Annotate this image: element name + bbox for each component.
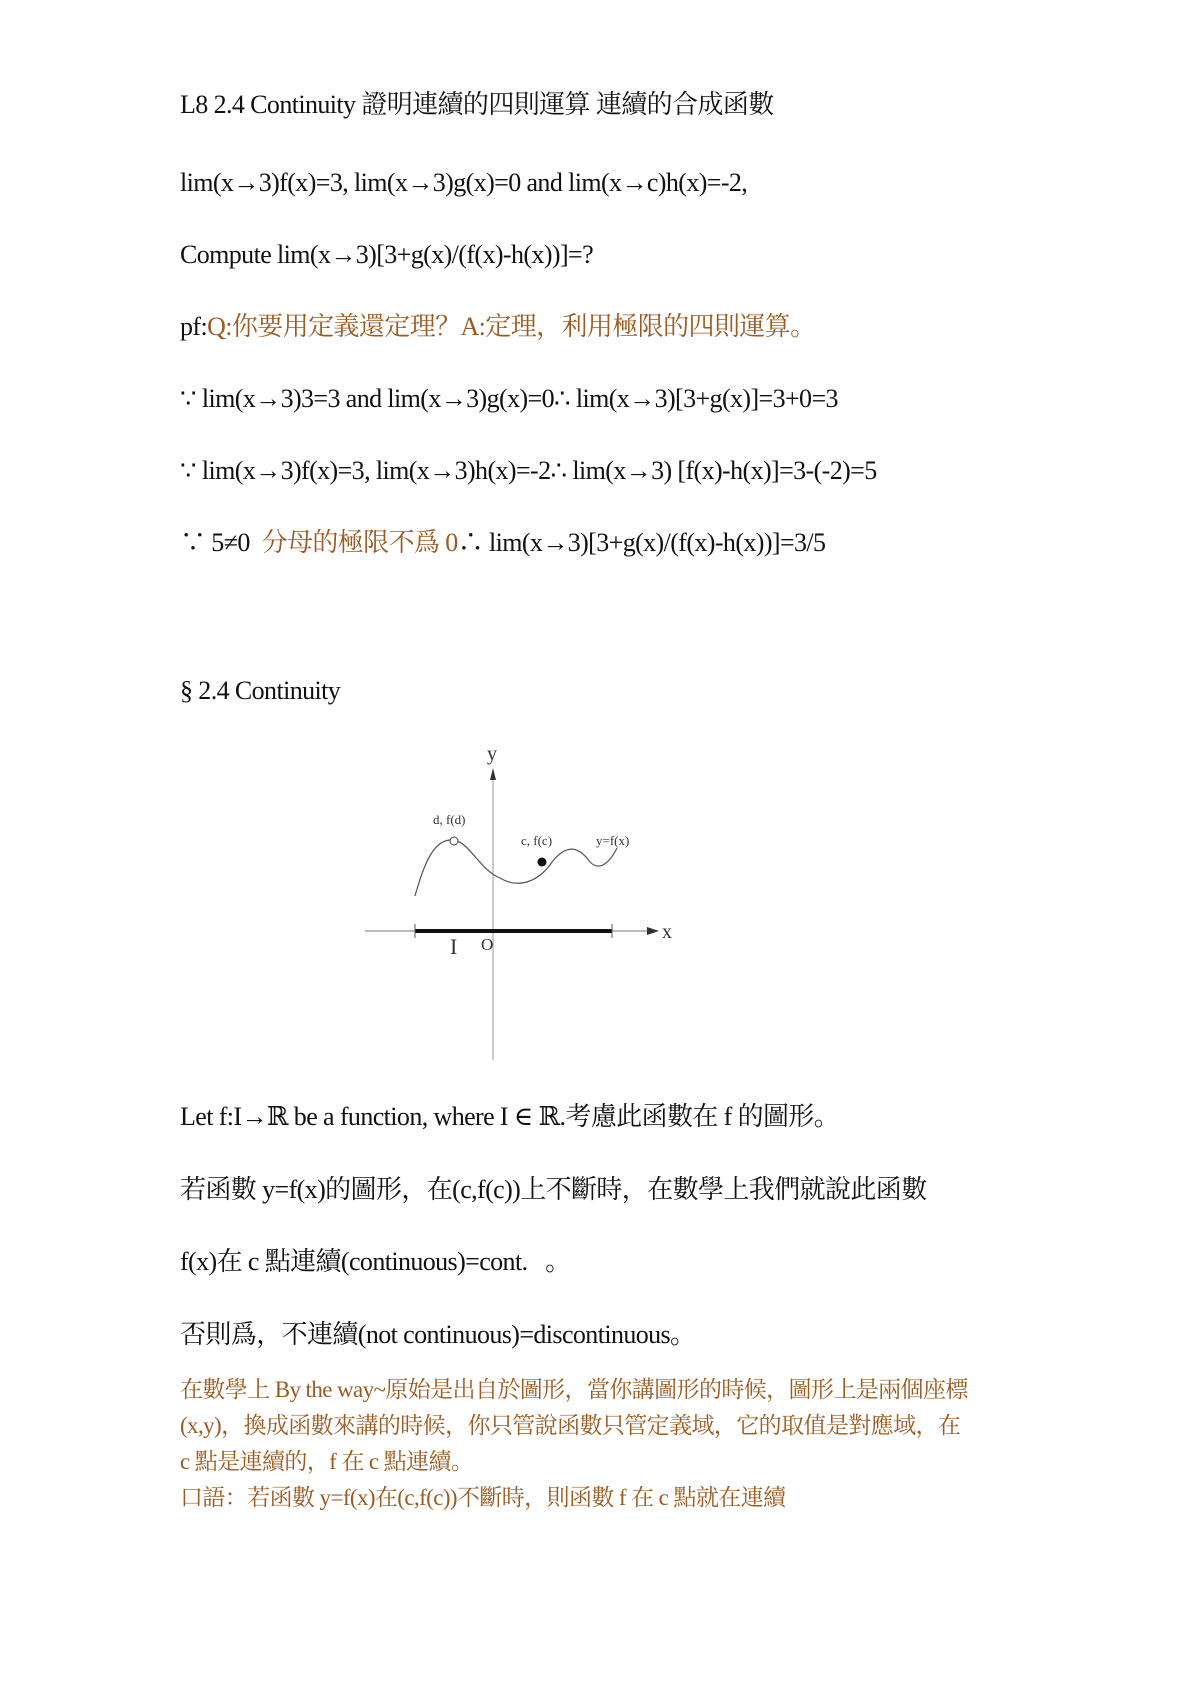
filled-point-c	[538, 858, 547, 867]
proof-step-3-premise: ∵ 5≠0	[180, 528, 262, 557]
problem-given: lim(x→3)f(x)=3, lim(x→3)g(x)=0 and lim(x→c)h(x)=-2,	[180, 168, 748, 197]
definition-line-1: Let f:I→ℝ be a function, where I ∈ ℝ.考慮此函數在 f 的圖形。	[180, 1102, 840, 1131]
function-curve	[415, 840, 617, 896]
curve-label: y=f(x)	[596, 833, 630, 848]
note-line-3: c 點是連續的，f 在 c 點連續。	[180, 1449, 474, 1474]
note-line-2: (x,y)，換成函數來講的時候，你只管說函數只管定義域，它的取值是對應域，在	[180, 1413, 961, 1438]
open-point-d	[450, 837, 458, 845]
proof-qa-note: Q:你要用定義還定理？A:定理，利用極限的四則運算。	[207, 312, 816, 341]
note-line-1: 在數學上 By the way~原始是出自於圖形，當你講圖形的時候，圖形上是兩個座標	[180, 1377, 968, 1402]
problem-compute: Compute lim(x→3)[3+g(x)/(f(x)-h(x))]=?	[180, 240, 594, 269]
definition-line-2: 若函數 y=f(x)的圖形，在(c,f(c))上不斷時，在數學上我們就說此函數	[180, 1175, 927, 1204]
proof-step-3-note: 分母的極限不爲 0	[261, 528, 458, 557]
point-d-label: d, f(d)	[433, 812, 466, 827]
proof-step-3-conclusion: ∴ lim(x→3)[3+g(x)/(f(x)-h(x))]=3/5	[457, 528, 826, 557]
proof-step-1: ∵ lim(x→3)3=3 and lim(x→3)g(x)=0∴ lim(x→3)[3+g(x)]=3+0=3	[180, 384, 838, 413]
proof-step-2: ∵ lim(x→3)f(x)=3, lim(x→3)h(x)=-2∴ lim(x→3) [f(x)-h(x)]=3-(-2)=5	[180, 456, 877, 485]
origin-label: O	[481, 935, 494, 954]
y-axis-label: y	[487, 743, 497, 765]
page-title: L8 2.4 Continuity 證明連續的四則運算 連續的合成函數	[180, 90, 774, 119]
definition-line-3: f(x)在 c 點連續(continuous)=cont. 。	[180, 1247, 571, 1276]
note-line-4: 口語：若函數 y=f(x)在(c,f(c))不斷時，則函數 f 在 c 點就在連續	[180, 1485, 786, 1510]
x-axis-label: x	[662, 921, 672, 943]
proof-prefix: pf:	[180, 312, 208, 341]
y-axis-arrow-icon	[490, 768, 496, 780]
interval-label: I	[450, 934, 458, 959]
section-heading: § 2.4 Continuity	[180, 676, 341, 705]
x-axis-arrow-icon	[647, 927, 659, 935]
point-c-label: c, f(c)	[521, 833, 553, 848]
definition-line-4: 否則爲，不連續(not continuous)=discontinuous。	[180, 1320, 696, 1349]
